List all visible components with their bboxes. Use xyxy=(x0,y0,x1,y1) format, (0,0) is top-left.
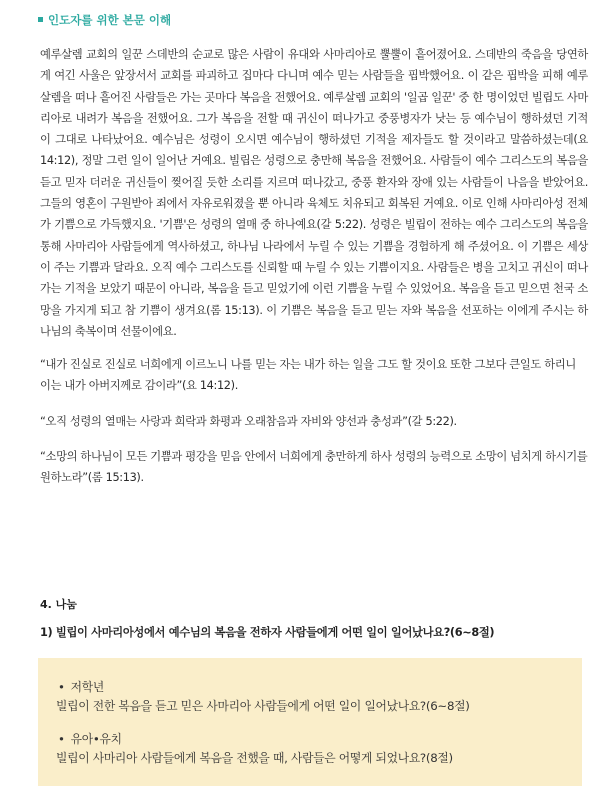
group-label: 유아•유치 xyxy=(70,732,122,746)
scripture-quote-romans: “소망의 하나님이 모든 기쁨과 평강을 믿음 안에서 너희에게 충만하게 하사 성령의 능력으로 소망이 넘치게 하시기를 원하노라”(롬 15:13). xyxy=(40,450,588,485)
section-heading-text: 인도자를 위한 본문 이해 xyxy=(48,13,172,27)
bullet-icon: • xyxy=(58,732,65,746)
body-paragraph: 예루살렘 교회의 일꾼 스데반의 순교로 많은 사람이 유대와 사마리아로 뿔뿔이 흩어졌어요. 스데반의 죽음을 당연하게 여긴 사울은 앞장서서 교회를 파괴하고 집마다 다니며 예수 믿는 사람들을 핍박했어요. 이 같은 핍박을 피해 예루살렘을 떠나 흩어진 사람들은 가는 곳마다 복음을 전했어요. 예루살렘 교회의 '일곱 일꾼' 중 한 명이었던 빌립도 사마리아로 내려가 복음을 전했어요. 그가 복음을 전할 때 귀신이 떠나가고 중풍병자가 낫는 등 예수님이 행하셨던 기적이 그대로 나타났어요. 예수님은 성령이 오시면 예수님이 행하셨던 기적을 제자들도 할 것이라고 말씀하셨는데(요 14:12), 정말 그런 일이 일어난 거예요. 빌립은 성령으로 충만해 복음을 전했어요. 사람들이 예수 그리스도의 복음을 듣고 믿자 더러운 귀신들이 찢어질 듯한 소리를 지르며 떠나갔고, 중풍 환자와 장애 있는 사람들이 나음을 받았어요. 그들의 영혼이 구원받아 죄에서 자유로워졌을 뿐 아니라 육체도 치유되고 회복된 거예요. 이로 인해 사마리아성 전체가 기쁨으로 가득했지요. '기쁨'은 성령의 열매 중 하나예요(갈 5:22). 성령은 빌립이 전하는 예수 그리스도의 복음을 통해 사마리아 사람들에게 역사하셨고, 하나님 나라에서 누릴 수 있는 기쁨을 경험하게 해 주셨어요. 이 기쁨은 세상이 주는 기쁨과 달라요. 오직 예수 그리스도를 신뢰할 때 누릴 수 있는 기쁨이지요. 사람들은 병을 고치고 귀신이 떠나가는 기적을 보았기 때문이 아니라, 복음을 듣고 믿었기에 이런 기쁨을 누릴 수 있었어요. 복음을 듣고 믿으면 천국 소망을 가지게 되고 참 기쁨이 생겨요(롬 15:13). 이 기쁨은 복음을 듣고 믿는 자와 복음을 선포하는 이에게 주시는 하나님의 축복이며 선물이에요. xyxy=(40,48,588,338)
sharing-section-title: 4. 나눔 xyxy=(40,598,77,611)
group-lower-grades xyxy=(56,678,470,716)
section-heading xyxy=(38,12,171,28)
bullet-icon: • xyxy=(58,680,65,694)
group-question: 빌립이 전한 복음을 듣고 믿은 사마리아 사람들에게 어떤 일이 일어났나요?(6~8절) xyxy=(56,699,470,713)
group-question: 빌립이 사마리아 사람들에게 복음을 전했을 때, 사람들은 어떻게 되었나요?(8절) xyxy=(56,751,453,765)
square-bullet-icon xyxy=(38,17,43,22)
group-preschool xyxy=(56,730,453,768)
group-label: 저학년 xyxy=(70,680,104,694)
answer-box xyxy=(38,658,582,786)
scripture-quote-john: “내가 진실로 진실로 너희에게 이르노니 나를 믿는 자는 내가 하는 일을 그도 할 것이요 또한 그보다 큰일도 하리니 이는 내가 아버지께로 감이라”(요 14:12). xyxy=(40,358,576,393)
scripture-quote-galatians: “오직 성령의 열매는 사랑과 희락과 화평과 오래참음과 자비와 양선과 충성과”(갈 5:22). xyxy=(40,415,457,428)
sharing-question: 1) 빌립이 사마리아성에서 예수님의 복음을 전하자 사람들에게 어떤 일이 일어났나요?(6~8절) xyxy=(40,626,495,639)
